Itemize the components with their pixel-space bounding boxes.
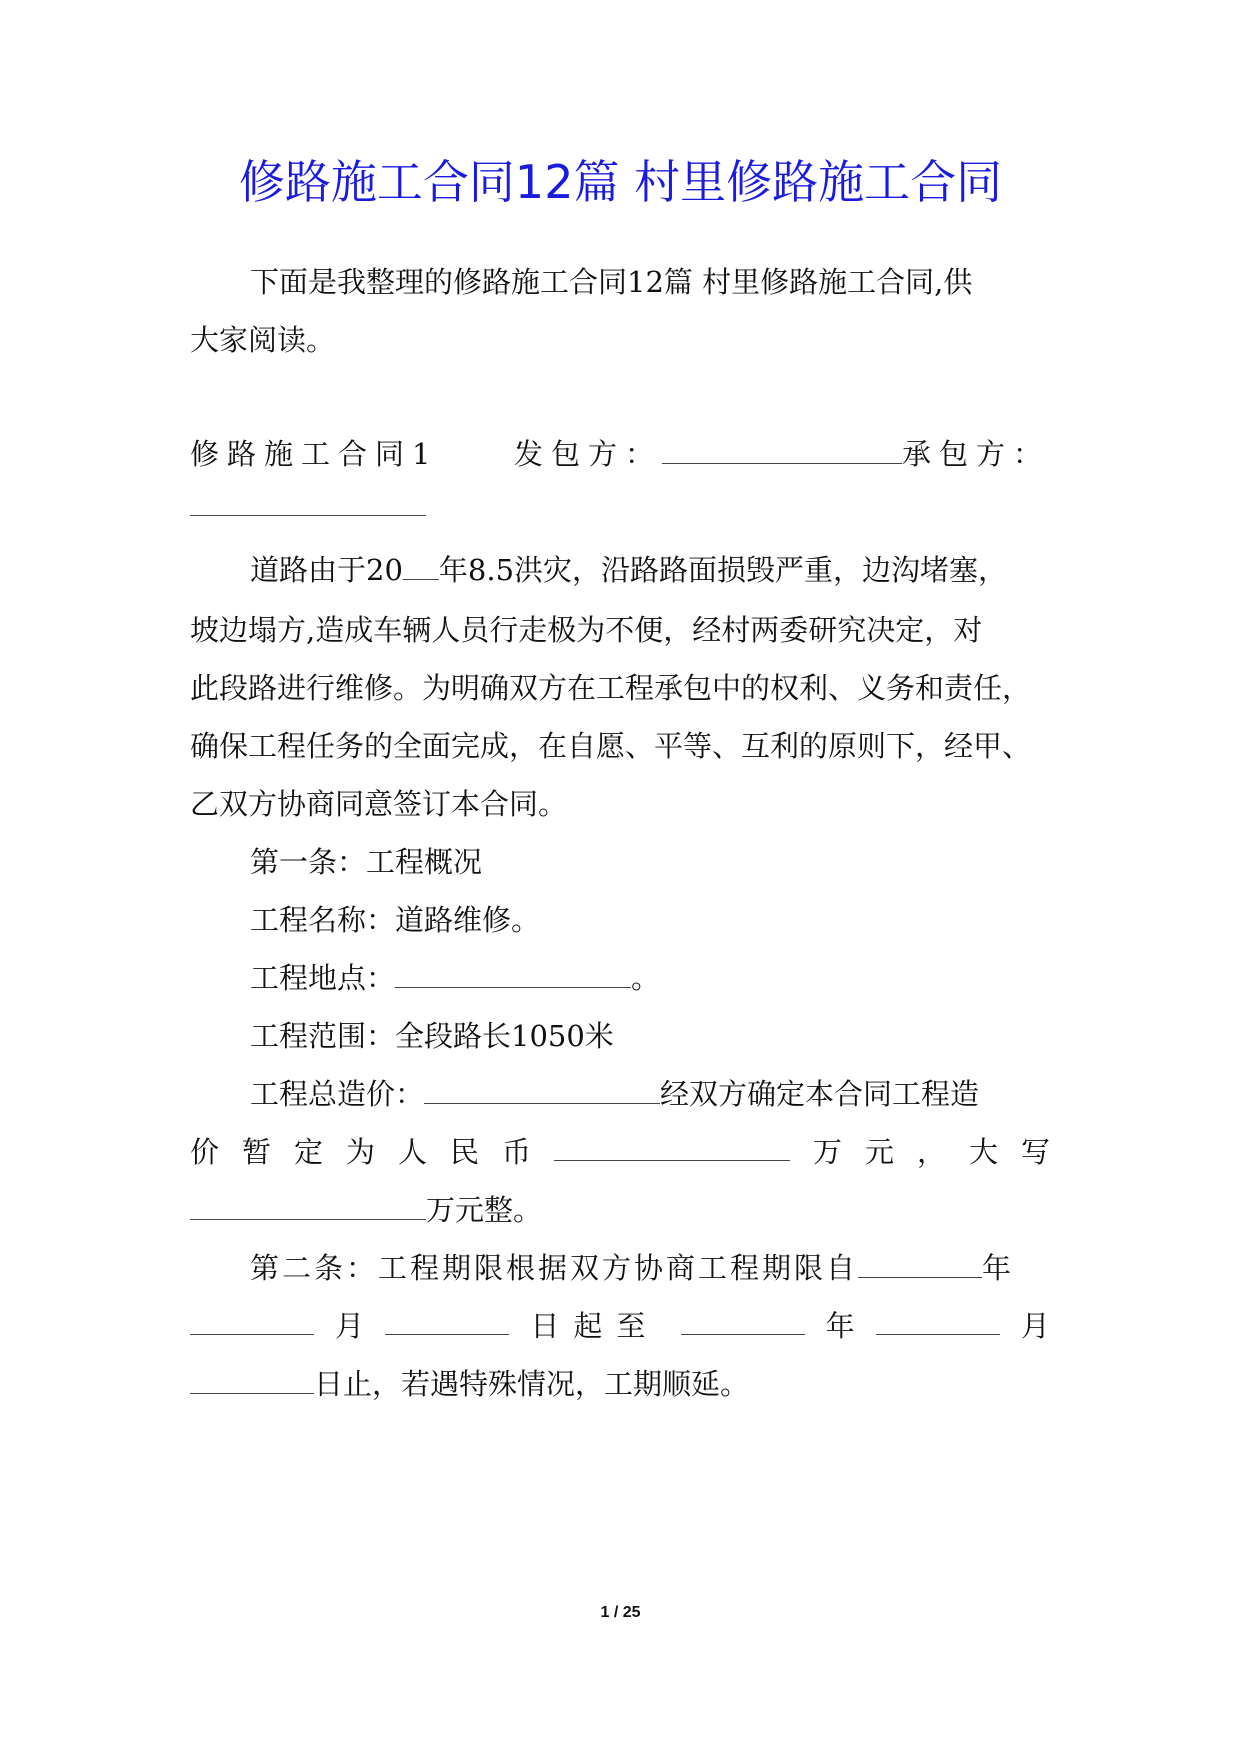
wan-char: 万 bbox=[812, 1135, 842, 1169]
intro-line-2: 大家阅读。 bbox=[190, 323, 336, 357]
end-day-blank bbox=[190, 1363, 314, 1394]
rmb-char: 暂 bbox=[242, 1135, 272, 1169]
month-char: 月 bbox=[1020, 1309, 1050, 1343]
contractor-label: 承包方： bbox=[901, 437, 1050, 471]
day-from-text: 日起至 bbox=[530, 1309, 660, 1343]
article2-line-3 bbox=[190, 1362, 749, 1406]
total-cost-line bbox=[250, 1072, 979, 1116]
cost-label: 工程总造价： bbox=[250, 1077, 425, 1111]
month-char: 月 bbox=[335, 1309, 365, 1343]
rmb-amount-blank bbox=[554, 1130, 790, 1161]
rmb-char: 定 bbox=[294, 1135, 324, 1169]
intro-line-1: 下面是我整理的修路施工合同12篇 村里修路施工合同,供 bbox=[250, 265, 973, 299]
wan-char: 写 bbox=[1020, 1135, 1050, 1169]
para1-line-4: 确保工程任务的全面完成，在自愿、平等、互利的原则下，经甲、 bbox=[190, 729, 1032, 763]
capital-amount-line bbox=[190, 1188, 542, 1232]
rmb-char: 民 bbox=[450, 1135, 480, 1169]
location-blank bbox=[395, 957, 631, 988]
rmb-char: 人 bbox=[398, 1135, 428, 1169]
contract-parties-line bbox=[190, 432, 1050, 476]
start-month-blank bbox=[190, 1304, 314, 1335]
rmb-char: 币 bbox=[502, 1135, 532, 1169]
rmb-line bbox=[190, 1130, 1050, 1174]
rmb-char: 为 bbox=[346, 1135, 376, 1169]
para1-line-1 bbox=[250, 548, 1007, 592]
location-label: 工程地点： bbox=[250, 961, 396, 995]
project-scope: 工程范围：全段路长1050米 bbox=[250, 1019, 614, 1053]
cost-blank bbox=[424, 1073, 660, 1104]
wan-char: 大 bbox=[968, 1135, 998, 1169]
day-to-text: 日止，若遇特殊情况，工期顺延。 bbox=[314, 1367, 750, 1401]
start-day-blank bbox=[385, 1304, 509, 1335]
article2-heading-text: 第二条：工程期限根据双方协商工程期限自 bbox=[250, 1251, 859, 1285]
section-heading: 修路施工合同1 bbox=[190, 437, 439, 471]
para1-line-1-text: 年8.5洪灾，沿路路面损毁严重，边沟堵塞， bbox=[438, 553, 1008, 587]
year-blank bbox=[403, 549, 439, 580]
employer-label: 发包方： bbox=[513, 437, 662, 471]
wan-char: 元 bbox=[864, 1135, 894, 1169]
location-suffix: 。 bbox=[631, 961, 661, 995]
para1-line-3: 此段路进行维修。为明确双方在工程承包中的权利、义务和责任， bbox=[190, 671, 1032, 705]
start-year-blank bbox=[858, 1247, 982, 1278]
contractor-blank bbox=[190, 485, 426, 516]
para1-line-2: 坡边塌方,造成车辆人员行走极为不便，经村两委研究决定，对 bbox=[190, 613, 983, 647]
capital-amount-blank bbox=[190, 1189, 426, 1220]
year-char: 年 bbox=[982, 1251, 1012, 1285]
para1-year-prefix: 道路由于20 bbox=[250, 553, 403, 587]
year-char: 年 bbox=[825, 1309, 855, 1343]
contractor-blank-line bbox=[190, 484, 426, 528]
page-number: 1 / 25 bbox=[600, 1604, 641, 1621]
article1-heading: 第一条：工程概况 bbox=[250, 845, 483, 879]
end-month-blank bbox=[876, 1304, 1000, 1335]
capital-amount-suffix: 万元整。 bbox=[426, 1193, 543, 1227]
article2-line-2 bbox=[190, 1304, 1050, 1348]
wan-char: ， bbox=[916, 1135, 946, 1169]
para1-line-5: 乙双方协商同意签订本合同。 bbox=[190, 787, 568, 821]
employer-blank bbox=[662, 433, 902, 464]
document-title: 修路施工合同12篇 村里修路施工合同 bbox=[238, 155, 1003, 209]
rmb-char: 价 bbox=[190, 1135, 220, 1169]
project-name: 工程名称：道路维修。 bbox=[250, 903, 541, 937]
end-year-blank bbox=[681, 1304, 805, 1335]
project-location bbox=[250, 956, 660, 1000]
cost-text: 经双方确定本合同工程造 bbox=[660, 1077, 980, 1111]
employer-field bbox=[514, 432, 1050, 476]
article2-line-1 bbox=[250, 1246, 1011, 1290]
